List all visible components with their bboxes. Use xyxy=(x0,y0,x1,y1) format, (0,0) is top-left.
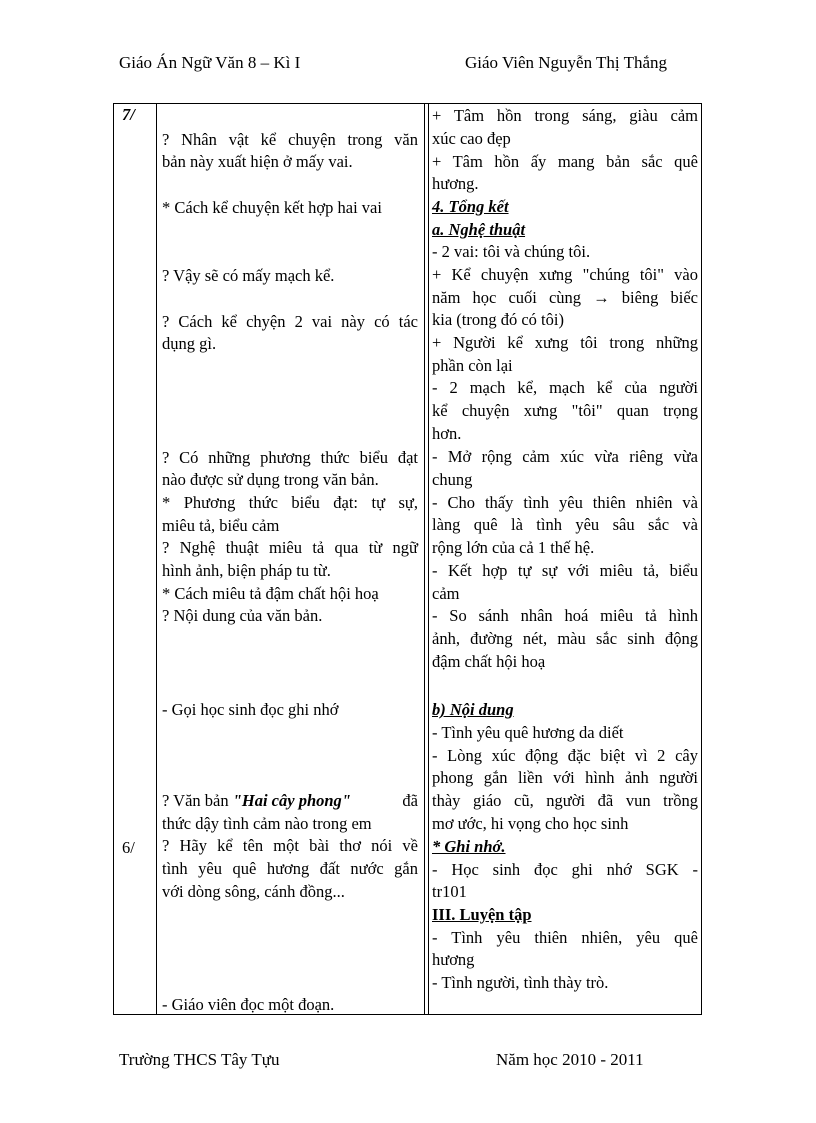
activity-line: dụng gì. xyxy=(162,334,217,353)
content-line: kể chuyện xưng "tôi" quan trọng xyxy=(432,401,698,420)
activity-line: với dòng sông, cánh đồng... xyxy=(162,882,345,901)
content-line: + Người kể xưng tôi trong những xyxy=(432,333,698,352)
activity-line: ? Cách kể chyện 2 vai này có tác xyxy=(162,312,418,331)
activity-line: - Giáo viên đọc một đoạn. xyxy=(162,995,335,1014)
text-title-italic: "Hai cây phong" xyxy=(232,791,351,810)
activity-line xyxy=(162,790,418,813)
text-segment: ? Văn bản xyxy=(162,791,233,810)
activity-line: ? Hãy kể tên một bài thơ nói về xyxy=(162,836,418,855)
content-line: hương xyxy=(432,950,475,969)
time-mark: 6/ xyxy=(122,838,135,857)
content-line: - Lòng xúc động đặc biệt vì 2 cây xyxy=(432,746,698,765)
content-heading xyxy=(432,836,698,859)
content-line: - 2 vai: tôi và chúng tôi. xyxy=(432,242,591,261)
activity-line: ? Có những phương thức biểu đạt xyxy=(162,448,418,467)
activity-line: * Cách miêu tả đậm chất hội hoạ xyxy=(162,584,379,603)
content-line: - Kết hợp tự sự với miêu tả, biểu xyxy=(432,561,698,580)
activity-line: - Gọi học sinh đọc ghi nhớ xyxy=(162,700,339,719)
content-line: - Tình yêu quê hương da diết xyxy=(432,723,624,742)
activity-line: * Phương thức biểu đạt: tự sự, xyxy=(162,493,418,512)
column-divider xyxy=(156,104,157,1014)
content-line: hương. xyxy=(432,174,479,193)
content-line: hơn. xyxy=(432,424,462,443)
subsection-heading: a. Nghệ thuật xyxy=(432,220,526,239)
content-heading xyxy=(432,219,698,242)
content-line: - Tình yêu thiên nhiên, yêu quê xyxy=(432,928,698,947)
content-line: - So sánh nhân hoá miêu tả hình xyxy=(432,606,698,625)
note-heading: * Ghi nhớ. xyxy=(432,837,506,856)
column-divider xyxy=(424,104,425,1014)
lesson-table xyxy=(113,103,702,1015)
header-right: Giáo Viên Nguyễn Thị Thắng xyxy=(465,53,668,72)
activity-line: ? Nghệ thuật miêu tả qua từ ngữ xyxy=(162,538,418,557)
content-line: tr101 xyxy=(432,882,467,901)
subsection-heading: b) Nội dung xyxy=(432,700,514,719)
activity-line: * Cách kể chuyện kết hợp hai vai xyxy=(162,198,382,217)
content-line: phần còn lại xyxy=(432,356,513,375)
footer-right: Năm học 2010 - 2011 xyxy=(496,1050,644,1069)
activity-line: hình ảnh, biện pháp tu từ. xyxy=(162,561,331,580)
content-line: chung xyxy=(432,470,473,489)
section-heading: III. Luyện tập xyxy=(432,905,532,924)
activity-line: tình yêu quê hương đất nước gắn xyxy=(162,859,418,878)
content-heading xyxy=(432,196,698,219)
content-line: xúc cao đẹp xyxy=(432,129,511,148)
footer-left: Trường THCS Tây Tựu xyxy=(119,1050,280,1069)
spacer xyxy=(351,790,398,813)
content-line: - Mở rộng cảm xúc vừa riêng vừa xyxy=(432,447,698,466)
column-divider xyxy=(428,104,429,1014)
content-line: - Cho thấy tình yêu thiên nhiên và xyxy=(432,493,698,512)
content-heading xyxy=(432,699,698,722)
content-heading xyxy=(432,904,698,927)
activity-line: miêu tả, biểu cảm xyxy=(162,516,280,535)
activity-line: ? Vậy sẽ có mấy mạch kể. xyxy=(162,266,335,285)
text-segment: đã xyxy=(398,791,418,810)
content-line: - 2 mạch kể, mạch kể của người xyxy=(432,378,698,397)
content-line: rộng lớn của cả 1 thế hệ. xyxy=(432,538,595,557)
content-line: - Học sinh đọc ghi nhớ SGK - xyxy=(432,860,698,879)
content-line: mơ ước, hi vọng cho học sinh xyxy=(432,814,629,833)
content-line: ảnh, đường nét, màu sắc sinh động xyxy=(432,629,698,648)
activity-line: thức dậy tình cảm nào trong em xyxy=(162,814,372,833)
section-heading: 4. Tổng kết xyxy=(432,197,509,216)
activity-line: nào được sử dụng trong văn bản. xyxy=(162,470,379,489)
content-line: thày giáo cũ, người đã vun trồng xyxy=(432,791,698,810)
content-line: cảm xyxy=(432,584,460,603)
time-mark: 7/ xyxy=(122,105,135,124)
activity-line: ? Nhân vật kể chuyện trong văn xyxy=(162,130,418,149)
content-line: + Tâm hồn ấy mang bản sắc quê xyxy=(432,152,698,171)
content-line: đậm chất hội hoạ xyxy=(432,652,546,671)
content-line: làng quê là tình yêu sâu sắc và xyxy=(432,515,698,534)
content-line: phong gắn liền với hình ảnh người xyxy=(432,768,698,787)
content-line: + Kể chuyện xưng "chúng tôi" vào xyxy=(432,265,698,284)
header-left: Giáo Án Ngữ Văn 8 – Kì I xyxy=(119,53,301,72)
content-line: kia (trong đó có tôi) xyxy=(432,310,564,329)
content-line: - Tình người, tình thày trò. xyxy=(432,973,609,992)
content-line: năm học cuối cùng → biêng biếc xyxy=(432,288,698,307)
content-line: + Tâm hồn trong sáng, giàu cảm xyxy=(432,106,698,125)
activity-line: bản này xuất hiện ở mấy vai. xyxy=(162,152,353,171)
activity-line: ? Nội dung của văn bản. xyxy=(162,606,323,625)
